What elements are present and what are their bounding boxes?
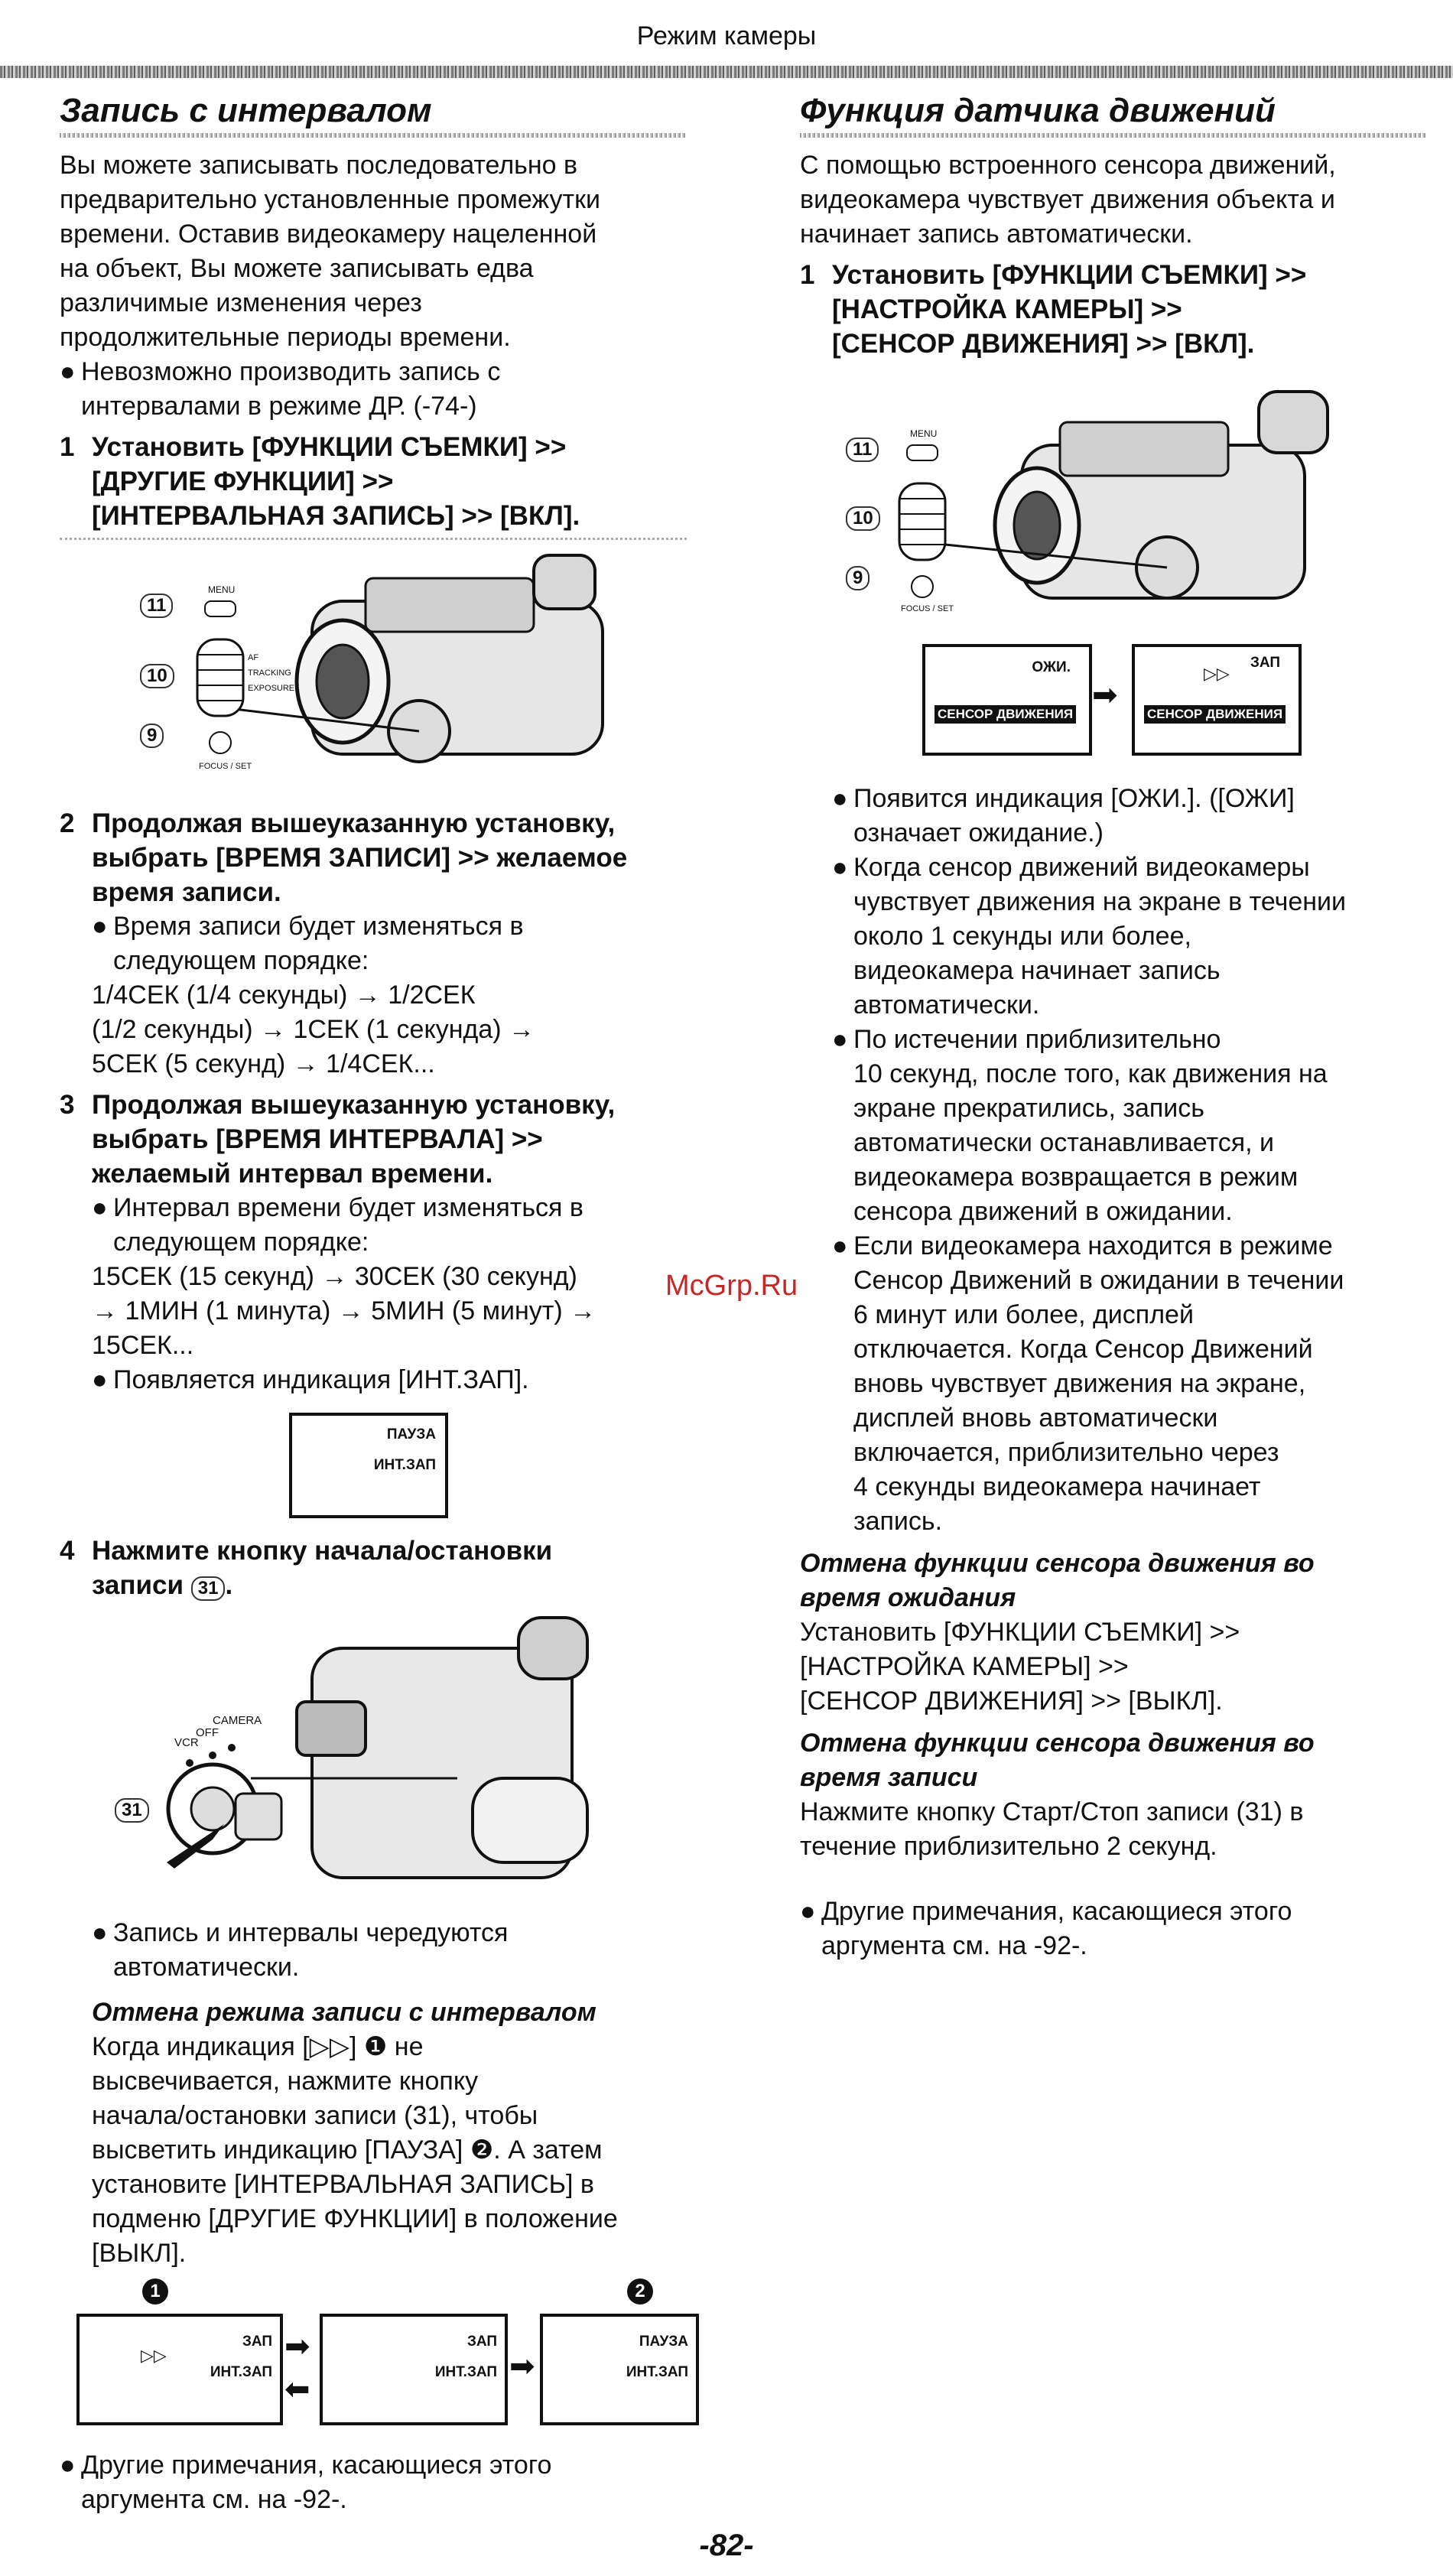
mode-label-off: OFF bbox=[196, 1726, 219, 1739]
arrow-right-icon: ➡ bbox=[1092, 678, 1118, 712]
step-4: 4 Нажмите кнопку начала/остановки записи 31 . bbox=[60, 1534, 687, 1602]
intro-line: С помощью встроенного сенсора движений, bbox=[800, 151, 1336, 180]
cancel-line: течение приблизительно 2 секунд. bbox=[800, 1832, 1217, 1861]
dial-label-af: AF bbox=[248, 653, 259, 662]
cancel-line: [СЕНСОР ДВИЖЕНИЯ] >> [ВЫКЛ]. bbox=[800, 1686, 1223, 1716]
step-number: 2 bbox=[60, 808, 75, 838]
motion-sensor-badge: СЕНСОР ДВИЖЕНИЯ bbox=[1144, 705, 1286, 724]
step-1 bbox=[800, 258, 1427, 361]
sequence-line: 15СЕК... bbox=[92, 1331, 194, 1360]
step-line: записи bbox=[92, 1570, 184, 1600]
sequence-line: → 1МИН (1 минута) → 5МИН (5 минут) → bbox=[92, 1296, 596, 1325]
screen-text-rec: ЗАП bbox=[242, 2334, 272, 2350]
note-line: Интервал времени будет изменяться в bbox=[113, 1193, 583, 1222]
cancel-title: Отмена функции сенсора движения во bbox=[800, 1549, 1315, 1578]
cancel-line: высвечивается, нажмите кнопку bbox=[92, 2067, 479, 2096]
step-line: выбрать [ВРЕМЯ ЗАПИСИ] >> желаемое bbox=[92, 843, 628, 873]
intro-line: видеокамера чувствует движения объекта и bbox=[800, 185, 1335, 214]
note-bullet bbox=[832, 782, 1427, 851]
note-bullet bbox=[832, 851, 1427, 1023]
step-line: [ИНТЕРВАЛЬНАЯ ЗАПИСЬ] >> [ВКЛ]. bbox=[92, 501, 580, 531]
screen-text-pause: ПАУЗА bbox=[639, 2334, 688, 2350]
screen-standby bbox=[922, 644, 1092, 756]
intro-line: на объект, Вы можете записывать едва bbox=[60, 254, 534, 283]
note-line: По истечении приблизительно bbox=[853, 1025, 1221, 1054]
arrow-left-icon: ⬅ bbox=[284, 2373, 310, 2406]
sequence-line: 1/4СЕК (1/4 секунды) → 1/2СЕК bbox=[92, 981, 476, 1010]
note-line: дисплей вновь автоматически bbox=[853, 1403, 1218, 1433]
note-bullet bbox=[60, 355, 687, 424]
marker-2-icon: 2 bbox=[627, 2278, 653, 2304]
step-number: 4 bbox=[60, 1536, 75, 1566]
intro-line: различимые изменения через bbox=[60, 288, 422, 317]
step-line: Нажмите кнопку начала/остановки bbox=[92, 1536, 553, 1566]
screen-text-int: ИНТ.ЗАП bbox=[434, 2364, 497, 2380]
step-line: желаемый интервал времени. bbox=[92, 1159, 493, 1189]
note-line: означает ожидание.) bbox=[853, 818, 1104, 847]
callout-10: 10 bbox=[846, 506, 880, 531]
camcorder-illustration bbox=[800, 361, 1427, 644]
section-title-interval: Запись с интервалом bbox=[60, 92, 432, 129]
note-bullet bbox=[92, 909, 687, 978]
step-line: [ДРУГИЕ ФУНКЦИИ] >> bbox=[92, 467, 394, 496]
note-line: 10 секунд, после того, как движения на bbox=[853, 1059, 1328, 1088]
step-line: [НАСТРОЙКА КАМЕРЫ] >> bbox=[832, 294, 1182, 324]
cancel-line: [ВЫКЛ]. bbox=[92, 2239, 187, 2268]
page-number: -82- bbox=[699, 2529, 754, 2562]
step-number: 1 bbox=[60, 432, 75, 462]
cancel-interval-title: Отмена режима записи с интервалом bbox=[92, 1998, 596, 2027]
note-line: следующем порядке: bbox=[113, 946, 369, 975]
note-line: видеокамера возвращается в режим bbox=[853, 1163, 1299, 1192]
mode-label-camera: CAMERA bbox=[213, 1714, 262, 1727]
cancel-line: начала/остановки записи (31), чтобы bbox=[92, 2101, 538, 2130]
camcorder-record-illustration bbox=[60, 1602, 687, 1916]
note-line: чувствует движения на экране в течении bbox=[853, 887, 1347, 916]
interval-intro bbox=[60, 148, 687, 355]
cancel-title: Отмена функции сенсора движения во bbox=[800, 1729, 1315, 1758]
note-bullet bbox=[832, 1229, 1427, 1539]
note-bullet bbox=[92, 1191, 687, 1260]
note-bullet-other bbox=[60, 2448, 687, 2517]
bullet-dot-icon: ● bbox=[832, 784, 848, 813]
note-bullet-other bbox=[800, 1895, 1427, 1963]
motion-notes bbox=[832, 782, 1427, 1539]
bullet-dot-icon: ● bbox=[92, 1365, 108, 1394]
menu-label: MENU bbox=[208, 584, 236, 595]
cancel-line: установите [ИНТЕРВАЛЬНАЯ ЗАПИСЬ] в bbox=[92, 2170, 594, 2199]
screen-text-int: ИНТ.ЗАП bbox=[210, 2364, 272, 2380]
camcorder-figure-record bbox=[60, 1602, 687, 1916]
title-rule bbox=[800, 133, 1427, 138]
bullet-dot-icon: ● bbox=[60, 2451, 76, 2480]
note-line: интервалами в режиме ДР. (-74-) bbox=[81, 392, 477, 421]
cancel-recording-block bbox=[800, 1726, 1427, 1864]
step-line: время записи. bbox=[92, 877, 281, 907]
play-arrows-icon: ▷▷ bbox=[1204, 664, 1230, 683]
divider bbox=[60, 538, 687, 540]
intro-line: продолжительные периоды времени. bbox=[60, 323, 511, 352]
cancel-line: Нажмите кнопку Старт/Стоп записи (31) в bbox=[800, 1797, 1304, 1826]
arrow-right-icon: ➡ bbox=[284, 2330, 310, 2363]
marker-1-icon: 1 bbox=[142, 2278, 168, 2304]
cancel-standby-block bbox=[800, 1547, 1427, 1719]
bullet-dot-icon: ● bbox=[92, 1193, 108, 1222]
arrow-right-icon: ➡ bbox=[509, 2350, 535, 2383]
callout-31: 31 bbox=[115, 1798, 149, 1823]
screen-text-int: ИНТ.ЗАП bbox=[373, 1457, 436, 1473]
motion-sensor-badge: СЕНСОР ДВИЖЕНИЯ bbox=[935, 705, 1076, 724]
cancel-line: подменю [ДРУГИЕ ФУНКЦИИ] в положение bbox=[92, 2204, 618, 2233]
intro-line: начинает запись автоматически. bbox=[800, 220, 1193, 249]
note-line: следующем порядке: bbox=[113, 1228, 369, 1257]
mode-label-vcr: VCR bbox=[174, 1736, 199, 1749]
note-line: отключается. Когда Сенсор Движений bbox=[853, 1335, 1313, 1364]
sequence-line: 5СЕК (5 секунд) → 1/4СЕК... bbox=[92, 1049, 435, 1078]
interval-screens-sequence bbox=[60, 2278, 687, 2439]
screen-text-rec: ЗАП bbox=[1250, 655, 1280, 671]
screen-text-int: ИНТ.ЗАП bbox=[626, 2364, 688, 2380]
note-line: Другие примечания, касающиеся этого bbox=[821, 1897, 1292, 1926]
header-rule bbox=[0, 66, 1453, 78]
menu-label: MENU bbox=[910, 428, 938, 439]
screen-text-rec: ЗАП bbox=[466, 2334, 497, 2350]
step-2-detail bbox=[92, 909, 687, 1081]
note-line: аргумента см. на -92-. bbox=[81, 2485, 347, 2514]
note-line: Появится индикация [ОЖИ.]. ([ОЖИ] bbox=[853, 784, 1295, 813]
cancel-line: [НАСТРОЙКА КАМЕРЫ] >> bbox=[800, 1652, 1129, 1681]
note-line: Невозможно производить запись с bbox=[81, 357, 501, 386]
screen-pause bbox=[540, 2314, 699, 2425]
camcorder-figure-menu bbox=[60, 548, 687, 800]
motion-screens bbox=[800, 644, 1427, 782]
bullet-dot-icon: ● bbox=[832, 853, 848, 882]
bullet-dot-icon: ● bbox=[832, 1025, 848, 1054]
step-line: Установить [ФУНКЦИИ СЪЕМКИ] >> bbox=[832, 260, 1307, 290]
callout-9: 9 bbox=[846, 566, 870, 590]
cancel-title: время записи bbox=[800, 1763, 978, 1792]
note-line: Время записи будет изменяться в bbox=[113, 912, 524, 941]
note-line: включается, приблизительно через bbox=[853, 1438, 1279, 1467]
screen-text-pause: ПАУЗА bbox=[386, 1426, 436, 1442]
cancel-title: время ожидания bbox=[800, 1583, 1016, 1612]
right-column bbox=[800, 92, 1427, 1963]
intro-line: Вы можете записывать последовательно в bbox=[60, 151, 578, 180]
section-title-motion: Функция датчика движений bbox=[800, 92, 1276, 129]
note-bullet bbox=[832, 1023, 1427, 1229]
callout-31: 31 bbox=[191, 1576, 226, 1601]
note-line: Появляется индикация [ИНТ.ЗАП]. bbox=[113, 1365, 529, 1394]
intro-line: времени. Оставив видеокамеру нацеленной bbox=[60, 220, 597, 249]
step-number: 1 bbox=[800, 260, 815, 290]
callout-11: 11 bbox=[846, 437, 879, 462]
cancel-interval-block bbox=[92, 1995, 687, 2271]
step-number: 3 bbox=[60, 1090, 75, 1120]
bullet-dot-icon: ● bbox=[92, 912, 108, 941]
note-line: видеокамера начинает запись bbox=[853, 956, 1221, 985]
step-3 bbox=[60, 1088, 687, 1191]
left-column bbox=[60, 92, 687, 2517]
screen-text-standby: ОЖИ. bbox=[1032, 659, 1071, 675]
bullet-dot-icon: ● bbox=[800, 1897, 816, 1926]
callout-10: 10 bbox=[140, 664, 174, 688]
callout-9: 9 bbox=[140, 724, 164, 748]
step-line: Продолжая вышеуказанную установку, bbox=[92, 808, 616, 838]
sequence-line: 15СЕК (15 секунд) → 30СЕК (30 секунд) bbox=[92, 1262, 577, 1291]
note-line: 4 секунды видеокамера начинает bbox=[853, 1472, 1261, 1501]
screen-int bbox=[320, 2314, 508, 2425]
note-line: около 1 секунды или более, bbox=[853, 922, 1191, 951]
note-line: Другие примечания, касающиеся этого bbox=[81, 2451, 552, 2480]
note-line: запись. bbox=[853, 1507, 943, 1536]
bullet-dot-icon: ● bbox=[60, 357, 76, 386]
screen-rec bbox=[76, 2314, 283, 2425]
note-line: сенсора движений в ожидании. bbox=[853, 1197, 1233, 1226]
note-line: автоматически останавливается, и bbox=[853, 1128, 1275, 1157]
note-bullet bbox=[92, 1916, 687, 1985]
intro-line: предварительно установленные промежутки bbox=[60, 185, 600, 214]
note-bullet bbox=[92, 1363, 687, 1397]
camcorder-figure-motion bbox=[800, 361, 1427, 644]
cancel-line: Когда индикация [▷▷] ❶ не bbox=[92, 2032, 424, 2061]
page-header: Режим камеры bbox=[636, 21, 817, 50]
screen-recording bbox=[1132, 644, 1302, 756]
note-line: 6 минут или более, дисплей bbox=[853, 1300, 1194, 1329]
note-line: Когда сенсор движений видеокамеры bbox=[853, 853, 1310, 882]
step-1 bbox=[60, 430, 687, 533]
note-line: Если видеокамера находится в режиме bbox=[853, 1231, 1333, 1260]
title-rule bbox=[60, 133, 687, 138]
dial-label-exposure: EXPOSURE bbox=[248, 684, 295, 693]
pause-screen-figure bbox=[60, 1397, 687, 1527]
note-line: Запись и интервалы чередуются bbox=[113, 1918, 509, 1947]
cancel-line: Установить [ФУНКЦИИ СЪЕМКИ] >> bbox=[800, 1618, 1240, 1647]
dial-label-tracking: TRACKING bbox=[248, 668, 291, 678]
watermark: McGrp.Ru bbox=[665, 1270, 798, 1302]
focus-set-label: FOCUS / SET bbox=[199, 762, 252, 771]
bullet-dot-icon: ● bbox=[832, 1231, 848, 1260]
step-3-detail bbox=[92, 1191, 687, 1397]
sequence-line: (1/2 секунды) → 1СЕК (1 секунда) → bbox=[92, 1015, 535, 1044]
note-line: автоматически. bbox=[853, 990, 1040, 1020]
step-2 bbox=[60, 806, 687, 909]
step-line: Продолжая вышеуказанную установку, bbox=[92, 1090, 616, 1120]
step-line: [СЕНСОР ДВИЖЕНИЯ] >> [ВКЛ]. bbox=[832, 329, 1255, 359]
note-line: экране прекратились, запись bbox=[853, 1094, 1204, 1123]
note-line: автоматически. bbox=[113, 1953, 300, 1982]
step-line: выбрать [ВРЕМЯ ИНТЕРВАЛА] >> bbox=[92, 1124, 543, 1154]
note-line: вновь чувствует движения на экране, bbox=[853, 1369, 1306, 1398]
bullet-dot-icon: ● bbox=[92, 1918, 108, 1947]
note-line: аргумента см. на -92-. bbox=[821, 1931, 1087, 1960]
viewfinder-screen bbox=[289, 1413, 448, 1518]
focus-set-label: FOCUS / SET bbox=[901, 604, 954, 613]
callout-11: 11 bbox=[140, 594, 173, 618]
cancel-line: высветить индикацию [ПАУЗА] ❷. А затем bbox=[92, 2135, 603, 2165]
step-line: Установить [ФУНКЦИИ СЪЕМКИ] >> bbox=[92, 432, 567, 462]
play-arrows-icon: ▷▷ bbox=[141, 2346, 167, 2365]
note-line: Сенсор Движений в ожидании в течении bbox=[853, 1266, 1344, 1295]
